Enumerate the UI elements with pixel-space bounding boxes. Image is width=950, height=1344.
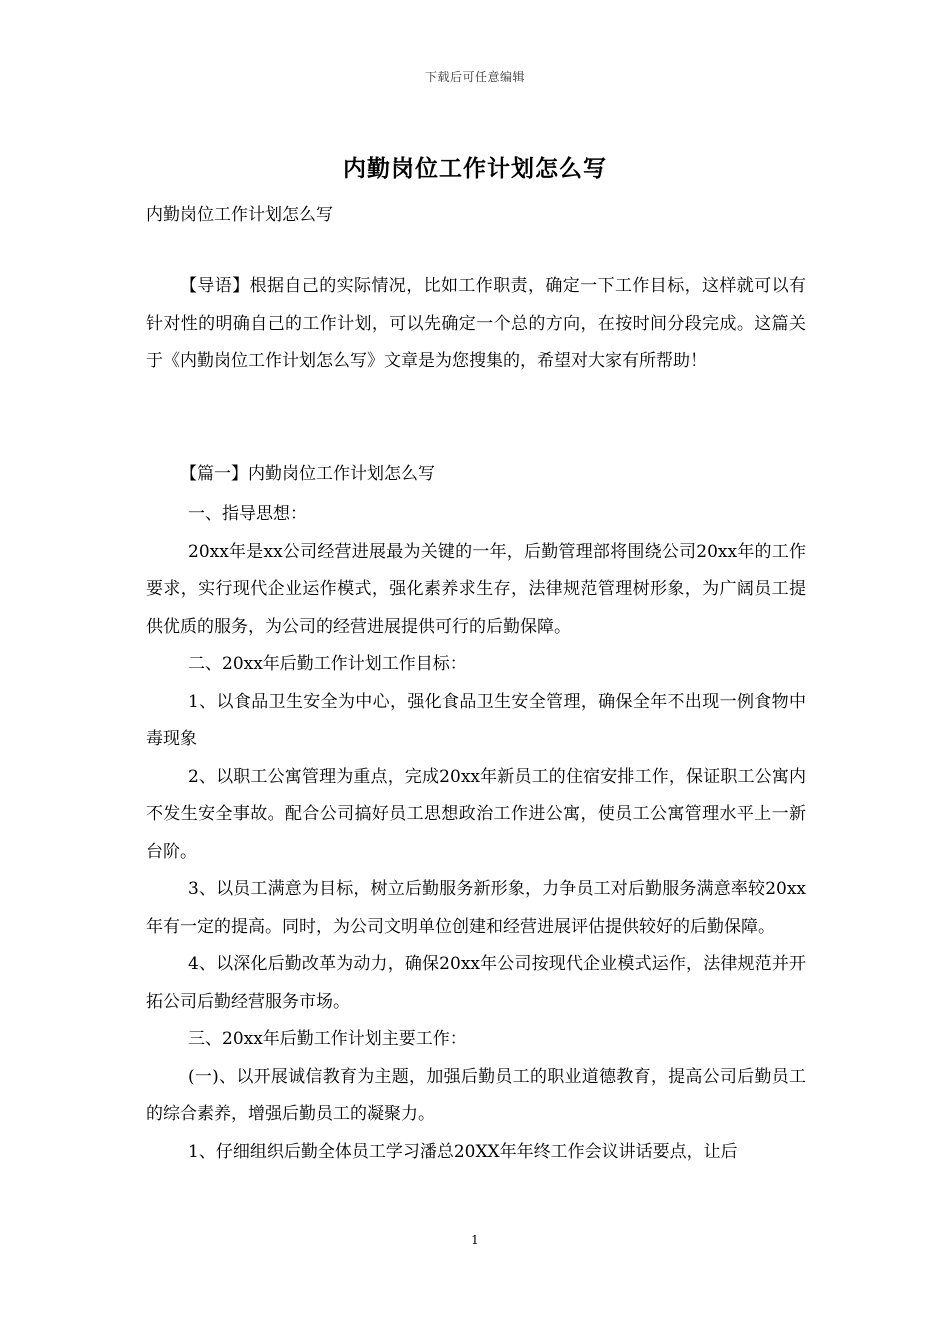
paragraph: 3、以员工满意为目标，树立后勤服务新形象，力争员工对后勤服务满意率较20xx年有一定的提高。同时，为公司文明单位创建和经营进展评估提供较好的后勤保障。	[146, 879, 806, 937]
page-number: 1	[471, 1233, 479, 1247]
paragraph: 三、20xx年后勤工作计划主要工作：	[188, 1029, 467, 1049]
section-heading: 【篇一】内勤岗位工作计划怎么写	[180, 464, 435, 484]
page-header-note: 下载后可任意编辑	[424, 70, 525, 84]
paragraph: 1、以食品卫生安全为中心，强化食品卫生安全管理，确保全年不出现一例食物中毒现象	[146, 691, 806, 749]
paragraph: 一、指导思想：	[188, 504, 307, 524]
paragraph: 4、以深化后勤改革为动力，确保20xx年公司按现代企业模式运作，法律规范并开拓公司后勤经营服务市场。	[146, 954, 806, 1012]
document-body	[146, 496, 806, 1171]
paragraph: 2、以职工公寓管理为重点，完成20xx年新员工的住宿安排工作，保证职工公寓内不发生安全事故。配合公司搞好员工思想政治工作进公寓，使员工公寓管理水平上一新台阶。	[146, 766, 806, 862]
paragraph: 1、仔细组织后勤全体员工学习潘总20XX年年终工作会议讲话要点，让后	[188, 1141, 738, 1162]
paragraph: 20xx年是xx公司经营进展最为关键的一年，后勤管理部将围绕公司20xx年的工作要求，实行现代企业运作模式，强化素养求生存，法律规范管理树形象，为广阔员工提供优质的服务，为公司的经营进展提供可行的后勤保障。	[146, 541, 806, 637]
paragraph: (一)、以开展诚信教育为主题，加强后勤员工的职业道德教育，提高公司后勤员工的综合素养，增强后勤员工的凝聚力。	[146, 1066, 806, 1124]
intro-paragraph: 【导语】根据自己的实际情况，比如工作职责，确定一下工作目标，这样就可以有针对性的明确自己的工作计划，可以先确定一个总的方向，在按时间分段完成。这篇关于《内勤岗位工作计划怎么写》文章是为您搜集的，希望对大家有所帮助！	[146, 276, 806, 371]
paragraph: 二、20xx年后勤工作计划工作目标：	[188, 654, 467, 674]
document-subtitle: 内勤岗位工作计划怎么写	[146, 205, 333, 225]
document-title: 内勤岗位工作计划怎么写	[343, 155, 607, 182]
